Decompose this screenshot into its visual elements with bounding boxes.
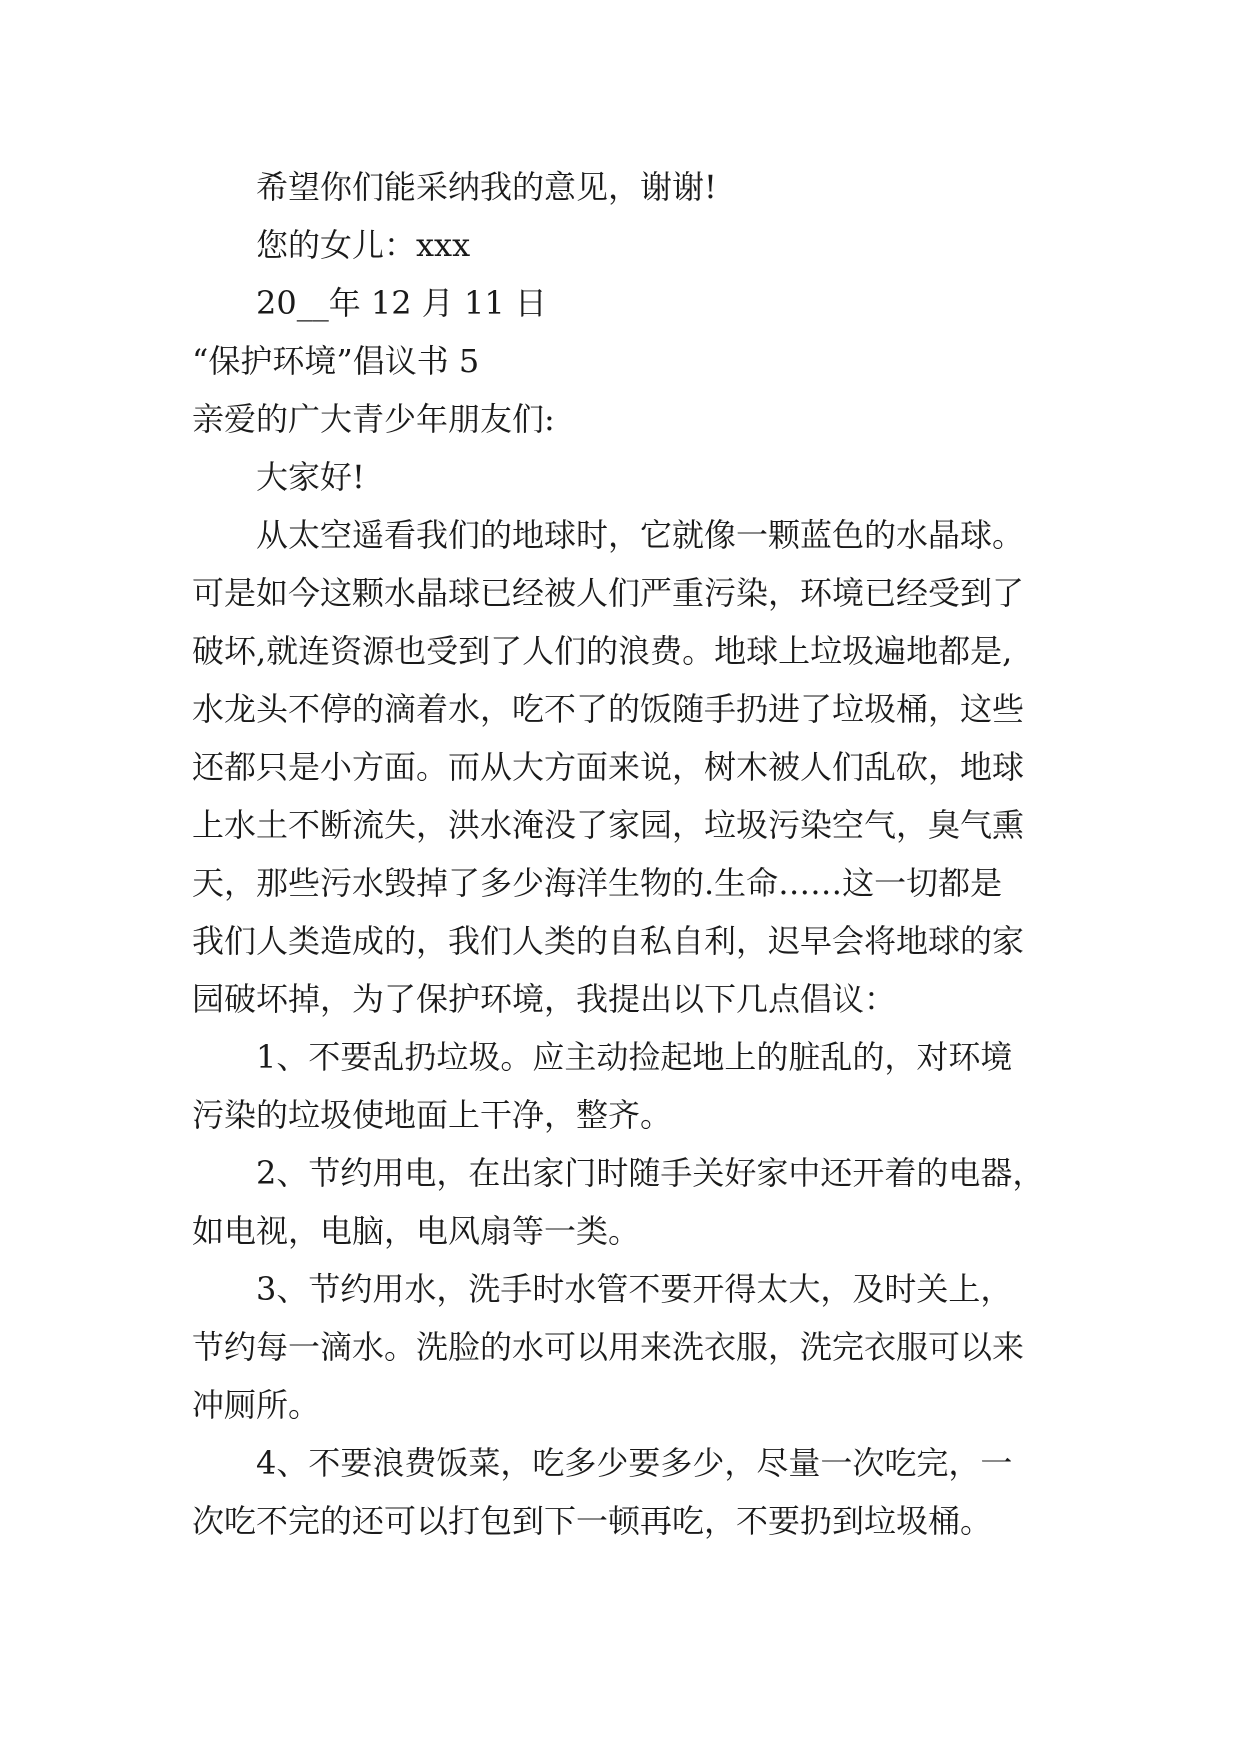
proposal-item-3 <box>192 1260 1072 1434</box>
proposal-line: 3、节约用水，洗手时水管不要开得太大，及时关上， <box>256 1270 1013 1308</box>
intro-line: 我们人类造成的，我们人类的自私自利，迟早会将地球的家 <box>192 922 1025 960</box>
intro-line: 园破坏掉，为了保护环境，我提出以下几点倡议： <box>192 980 897 1018</box>
document-body <box>192 158 1072 1550</box>
intro-line: 上水土不断流失，洪水淹没了家园，垃圾污染空气，臭气熏 <box>192 806 1025 844</box>
proposal-line: 污染的垃圾使地面上干净，整齐。 <box>192 1096 673 1134</box>
proposal-line: 1、不要乱扔垃圾。应主动捡起地上的脏乱的，对环境 <box>256 1038 1013 1076</box>
proposal-line: 冲厕所。 <box>192 1386 321 1424</box>
proposal-line: 2、节约用电，在出家门时随手关好家中还开着的电器， <box>256 1154 1045 1192</box>
intro-line: 水龙头不停的滴着水，吃不了的饭随手扔进了垃圾桶，这些 <box>192 690 1025 728</box>
proposal-item-4 <box>192 1434 1072 1550</box>
proposal-line: 如电视，电脑，电风扇等一类。 <box>192 1212 641 1250</box>
intro-line: 天，那些污水毁掉了多少海洋生物的.生命……这一切都是 <box>192 864 1003 902</box>
intro-line: 从太空遥看我们的地球时，它就像一颗蓝色的水晶球。 <box>256 516 1025 554</box>
proposal-item-2 <box>192 1144 1072 1260</box>
salutation: 亲爱的广大青少年朋友们: <box>192 400 555 438</box>
intro-paragraph <box>192 506 1072 1028</box>
intro-line: 可是如今这颗水晶球已经被人们严重污染，环境已经受到了 <box>192 574 1025 612</box>
proposal-line: 4、不要浪费饭菜，吃多少要多少，尽量一次吃完，一 <box>256 1444 1013 1482</box>
proposal-item-1 <box>192 1028 1072 1144</box>
date-line: 20__年 12 月 11 日 <box>256 284 547 322</box>
closing-line: 希望你们能采纳我的意见，谢谢! <box>256 168 717 206</box>
intro-line: 破坏,就连资源也受到了人们的浪费。地球上垃圾遍地都是, <box>192 632 1013 670</box>
greeting: 大家好! <box>256 458 365 496</box>
proposal-line: 节约每一滴水。洗脸的水可以用来洗衣服，洗完衣服可以来 <box>192 1328 1025 1366</box>
signature-line: 您的女儿：xxx <box>256 226 471 264</box>
proposal-line: 次吃不完的还可以打包到下一顿再吃，不要扔到垃圾桶。 <box>192 1502 993 1540</box>
intro-line: 还都只是小方面。而从大方面来说，树木被人们乱砍，地球 <box>192 748 1025 786</box>
section-title: “保护环境”倡议书 5 <box>192 342 480 380</box>
